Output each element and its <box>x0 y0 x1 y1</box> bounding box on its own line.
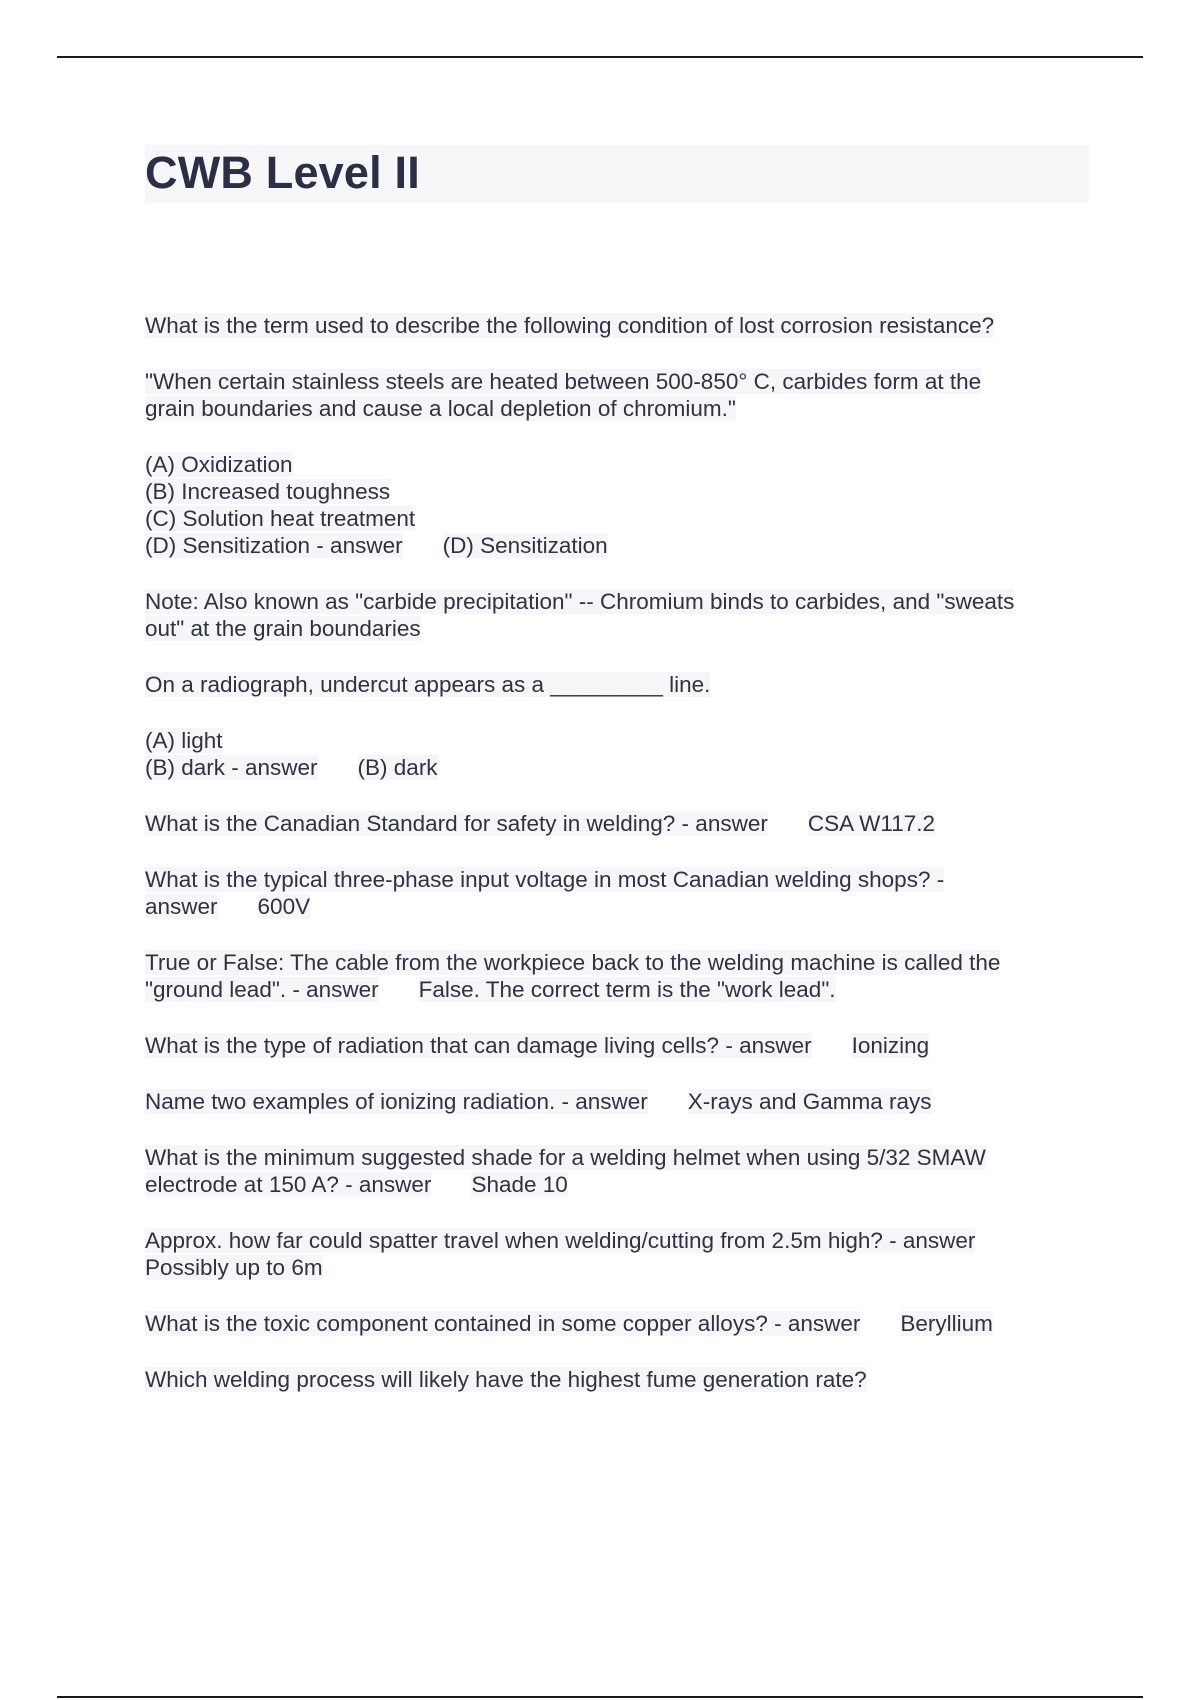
quote-line: grain boundaries and cause a local depletion of chromium." <box>145 396 736 421</box>
answer-text: X-rays and Gamma rays <box>687 1089 932 1114</box>
answer-text: (B) dark <box>357 755 438 780</box>
question-text: answer <box>145 894 218 919</box>
question-text: What is the term used to describe the following condition of lost corrosion resistance? <box>145 313 995 338</box>
question-text: What is the typical three-phase input voltage in most Canadian welding shops? - <box>145 867 945 892</box>
question-4 <box>145 866 1089 920</box>
question-text: Name two examples of ionizing radiation. - answer <box>145 1089 648 1114</box>
question-10 <box>145 1310 1089 1337</box>
option-c: (C) Solution heat treatment <box>145 506 416 531</box>
document-title: CWB Level II <box>145 147 420 198</box>
option-b: (B) dark - answer <box>145 755 318 780</box>
question-7 <box>145 1088 1089 1115</box>
question-text: "ground lead". - answer <box>145 977 379 1002</box>
question-3 <box>145 810 1089 837</box>
question-11 <box>145 1366 1089 1393</box>
answer-text: (D) Sensitization <box>442 533 608 558</box>
answer-text: False. The correct term is the "work lead". <box>418 977 836 1002</box>
question-1-note <box>145 588 1089 642</box>
question-5 <box>145 949 1089 1003</box>
question-text: Approx. how far could spatter travel when welding/cutting from 2.5m high? - answer <box>145 1228 976 1253</box>
question-text: Which welding process will likely have the highest fume generation rate? <box>145 1367 867 1392</box>
question-6 <box>145 1032 1089 1059</box>
answer-text: CSA W117.2 <box>807 811 935 836</box>
question-1-prompt <box>145 312 1089 339</box>
question-2-options <box>145 727 1089 781</box>
question-2-prompt <box>145 671 1089 698</box>
option-a: (A) Oxidization <box>145 452 293 477</box>
quote-line: "When certain stainless steels are heated between 500-850° C, carbides form at the <box>145 369 982 394</box>
bottom-divider <box>57 1696 1143 1698</box>
question-text: What is the toxic component contained in some copper alloys? - answer <box>145 1311 861 1336</box>
question-text: True or False: The cable from the workpiece back to the welding machine is called the <box>145 950 1001 975</box>
answer-text: Ionizing <box>851 1033 930 1058</box>
option-d: (D) Sensitization - answer <box>145 533 403 558</box>
question-text: What is the Canadian Standard for safety in welding? - answer <box>145 811 768 836</box>
answer-text: Beryllium <box>900 1311 993 1336</box>
flashcard-content <box>145 312 1089 1422</box>
answer-text: Possibly up to 6m <box>145 1255 323 1280</box>
question-1-options <box>145 451 1089 559</box>
question-text: What is the minimum suggested shade for a welding helmet when using 5/32 SMAW <box>145 1145 986 1170</box>
top-divider <box>57 56 1143 58</box>
option-b: (B) Increased toughness <box>145 479 391 504</box>
question-text: On a radiograph, undercut appears as a _________ line. <box>145 672 711 697</box>
answer-text: Shade 10 <box>471 1172 568 1197</box>
option-a: (A) light <box>145 728 223 753</box>
answer-text: 600V <box>257 894 311 919</box>
question-text: What is the type of radiation that can damage living cells? - answer <box>145 1033 812 1058</box>
question-8 <box>145 1144 1089 1198</box>
question-9 <box>145 1227 1089 1281</box>
question-text: electrode at 150 A? - answer <box>145 1172 432 1197</box>
note-line: Note: Also known as "carbide precipitation" -- Chromium binds to carbides, and "sweats <box>145 589 1015 614</box>
question-1-quote <box>145 368 1089 422</box>
note-line: out" at the grain boundaries <box>145 616 421 641</box>
